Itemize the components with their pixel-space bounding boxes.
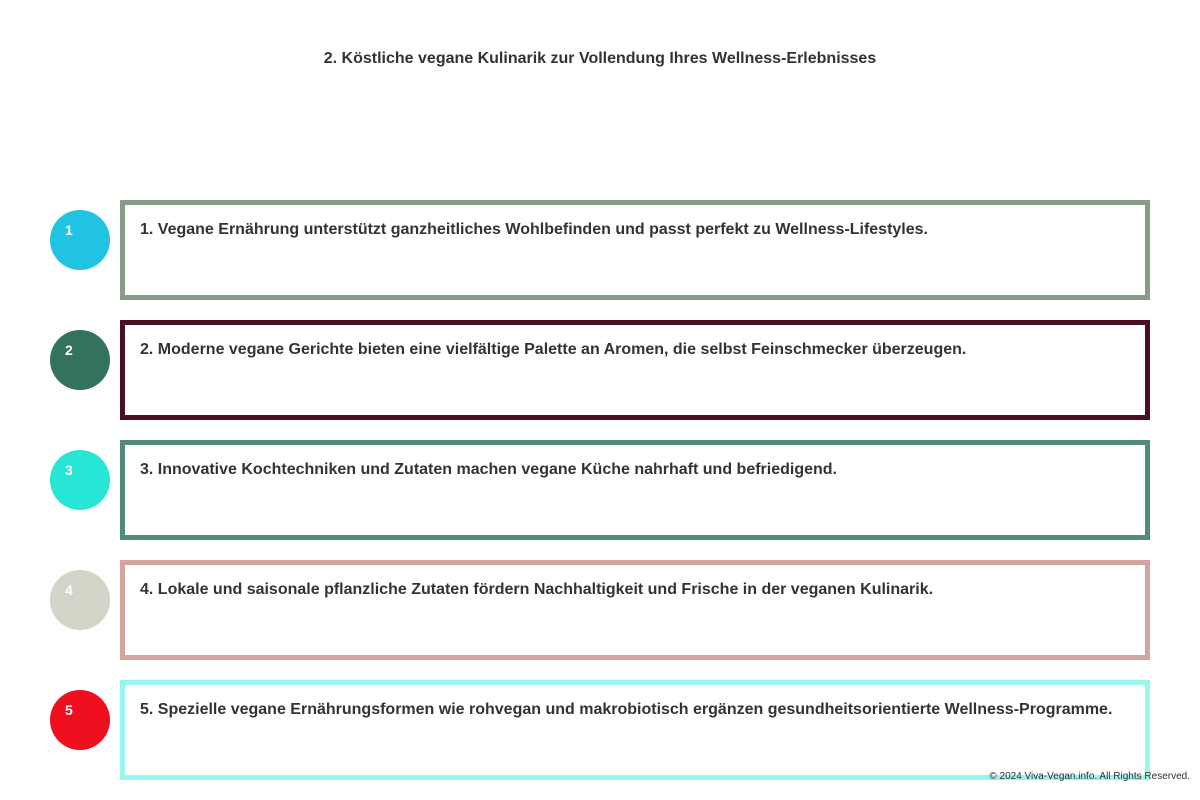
list-item-3 xyxy=(50,440,1150,540)
item-text: 3. Innovative Kochtechniken und Zutaten machen vegane Küche nahrhaft und befriedigend. xyxy=(140,461,837,478)
number-badge xyxy=(50,450,110,510)
number-badge xyxy=(50,210,110,270)
number-badge xyxy=(50,690,110,750)
list-item-4 xyxy=(50,560,1150,660)
badge-number: 2 xyxy=(65,342,73,358)
item-text: 4. Lokale und saisonale pflanzliche Zutaten fördern Nachhaltigkeit und Frische in der veganen Kulinarik. xyxy=(140,581,934,598)
badge-number: 1 xyxy=(65,222,73,238)
item-text: 2. Moderne vegane Gerichte bieten eine vielfältige Palette an Aromen, die selbst Feinschmecker überzeugen. xyxy=(140,341,967,358)
badge-number: 3 xyxy=(65,462,73,478)
item-text: 1. Vegane Ernährung unterstützt ganzheitliches Wohlbefinden und passt perfekt zu Wellness-Lifestyles. xyxy=(140,221,928,238)
number-badge xyxy=(50,330,110,390)
list-item-2 xyxy=(50,320,1150,420)
badge-number: 4 xyxy=(65,582,73,598)
text-box xyxy=(120,680,1150,780)
text-box xyxy=(120,320,1150,420)
badge-number: 5 xyxy=(65,702,73,718)
text-box xyxy=(120,440,1150,540)
text-box xyxy=(120,200,1150,300)
text-box xyxy=(120,560,1150,660)
list-item-5 xyxy=(50,680,1150,780)
number-badge xyxy=(50,570,110,630)
list-item-1 xyxy=(50,200,1150,300)
copyright-footer: © 2024 Viva-Vegan.info. All Rights Reserved. xyxy=(989,771,1190,782)
page-title: 2. Köstliche vegane Kulinarik zur Vollendung Ihres Wellness-Erlebnisses xyxy=(323,50,877,67)
item-text: 5. Spezielle vegane Ernährungsformen wie rohvegan und makrobiotisch ergänzen gesundheitsorientierte Wellness-Programme. xyxy=(140,701,1113,718)
